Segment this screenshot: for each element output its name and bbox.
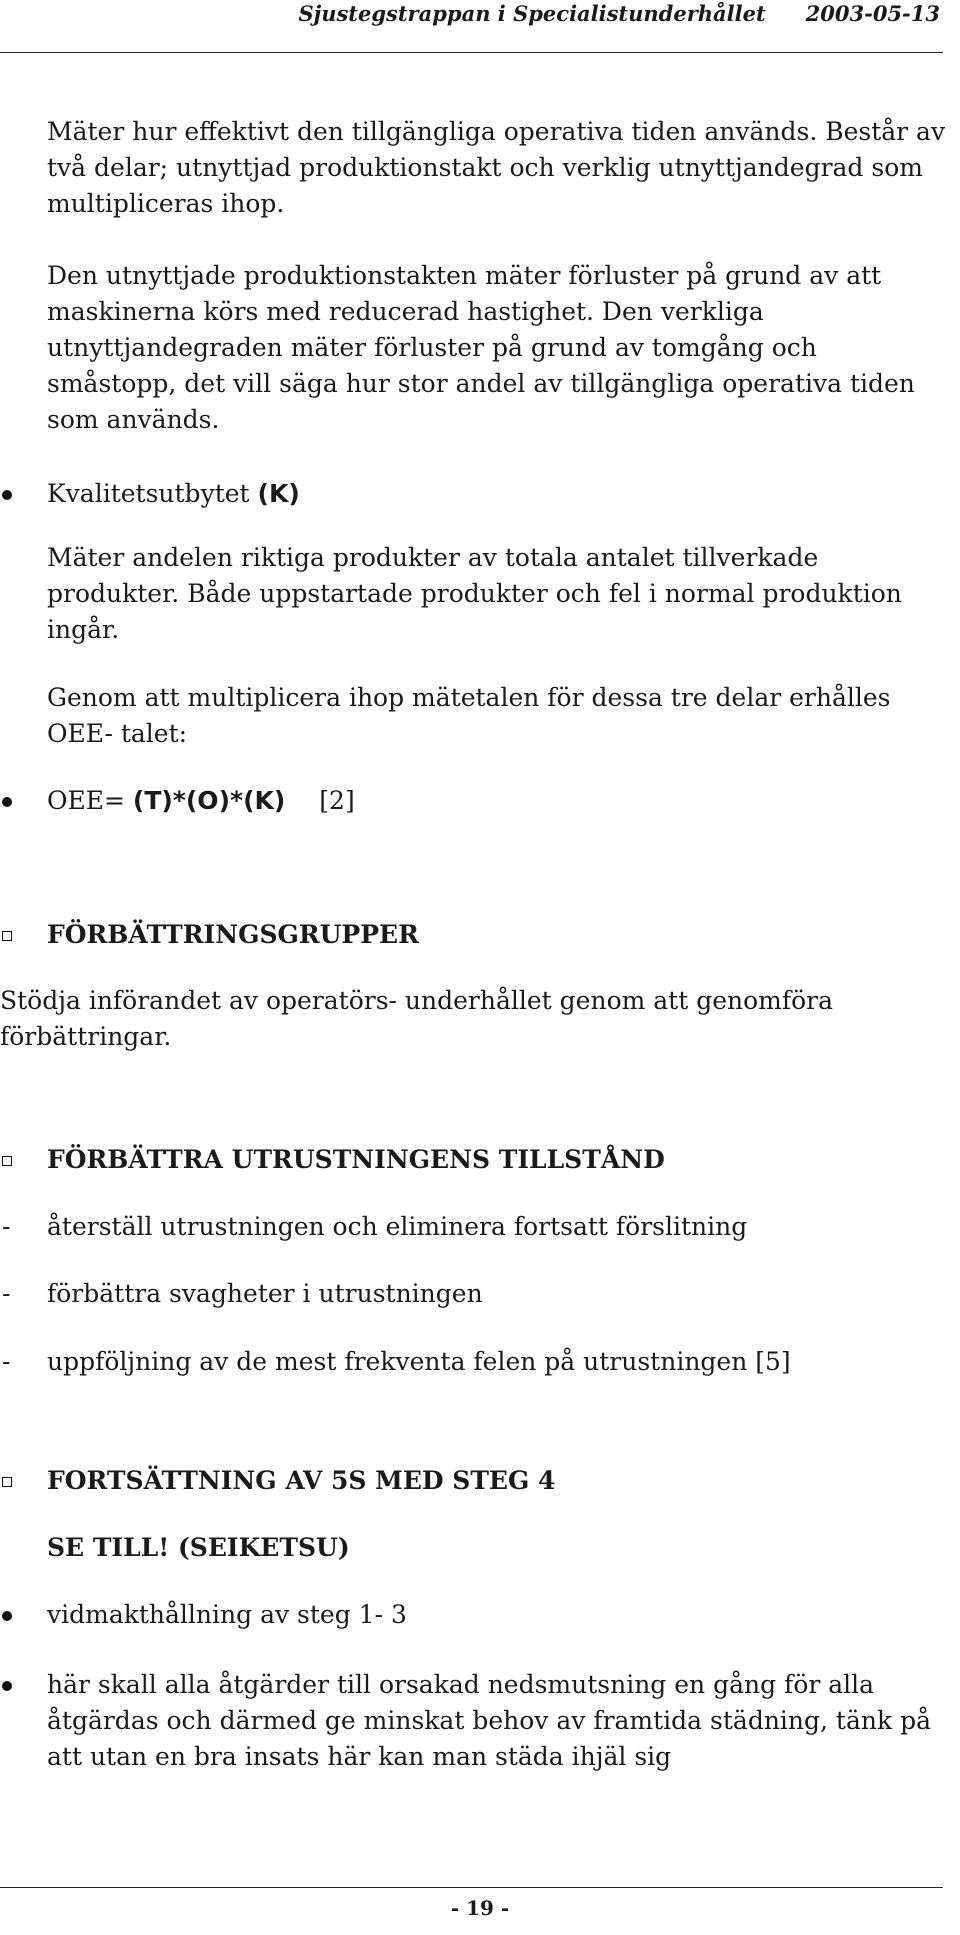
checkbox-square-icon — [2, 1156, 12, 1166]
dash-item-weaknesses: förbättra svagheter i utrustningen — [47, 1279, 483, 1308]
bullet-icon — [2, 1611, 12, 1621]
oee-formula: (T)*(O)*(K) — [132, 786, 286, 815]
bullet-quality-code: (K) — [257, 479, 300, 508]
checkbox-square-icon — [2, 1477, 12, 1487]
bullet-icon — [2, 1681, 12, 1691]
paragraph-production-rate: Den utnyttjade produktionstakten mäter förluster på grund av att maskinerna körs med reducerad hastighet. Den verkliga utnyttjandegraden mäter förluster på grund av tomgång och småstopp, det vill säga hur stor andel av tillgängliga operativa tiden som används. — [47, 261, 915, 434]
paragraph-support-maintenance: Stödja införandet av operatörs- underhållet genom att genomföra förbättringar. — [0, 986, 834, 1051]
paragraph-oee-operational-efficiency: Mäter hur effektivt den tillgängliga operativa tiden används. Består av två delar; utnyttjad produktionstakt och verklig utnyttjandegrad som multipliceras ihop. — [47, 117, 946, 218]
oee-formula-line — [47, 783, 947, 819]
header-date: 2003-05-13 — [805, 1, 940, 26]
checkbox-square-icon — [2, 931, 12, 941]
heading-improvement-groups: FÖRBÄTTRINGSGRUPPER — [47, 920, 419, 949]
page-header — [0, 0, 940, 40]
footer-rule — [0, 1887, 943, 1888]
dash-marker: - — [2, 1212, 11, 1241]
dash-marker: - — [2, 1279, 11, 1308]
dash-item-restore: återställ utrustningen och eliminera fortsatt förslitning — [47, 1212, 748, 1241]
page-number: - 19 - — [450, 1896, 510, 1920]
header-rule — [0, 52, 943, 53]
bullet-quality-yield — [47, 476, 947, 512]
paragraph-oee-multiply: Genom att multiplicera ihop mätetalen för dessa tre delar erhålles OEE- talet: — [47, 683, 891, 748]
header-title: Sjustegstrappan i Specialistunderhållet — [298, 1, 766, 26]
bullet-icon — [2, 797, 12, 807]
oee-reference: [2] — [319, 786, 355, 815]
dash-item-follow-up: uppföljning av de mest frekventa felen på utrustningen [5] — [47, 1347, 791, 1376]
paragraph-quality-yield: Mäter andelen riktiga produkter av totala antalet tillverkade produkter. Både uppstartade produkter och fel i normal produktion ingår. — [47, 543, 902, 644]
subheading-seiketsu: SE TILL! (SEIKETSU) — [47, 1533, 350, 1562]
bullet-cleaning-measures: här skall alla åtgärder till orsakad nedsmutsning en gång för alla åtgärdas och därmed ge minskat behov av framtida städning, tänk på att utan en bra insats här kan man städa ihjäl sig — [47, 1670, 931, 1771]
bullet-quality-label: Kvalitetsutbytet — [47, 479, 250, 508]
oee-label: OEE= — [47, 786, 125, 815]
heading-improve-equipment: FÖRBÄTTRA UTRUSTNINGENS TILLSTÅND — [47, 1145, 665, 1174]
bullet-icon — [2, 490, 12, 500]
heading-5s-step4: FORTSÄTTNING AV 5S MED STEG 4 — [47, 1466, 556, 1495]
bullet-maintain-steps: vidmakthållning av steg 1- 3 — [47, 1600, 407, 1629]
dash-marker: - — [2, 1347, 11, 1376]
